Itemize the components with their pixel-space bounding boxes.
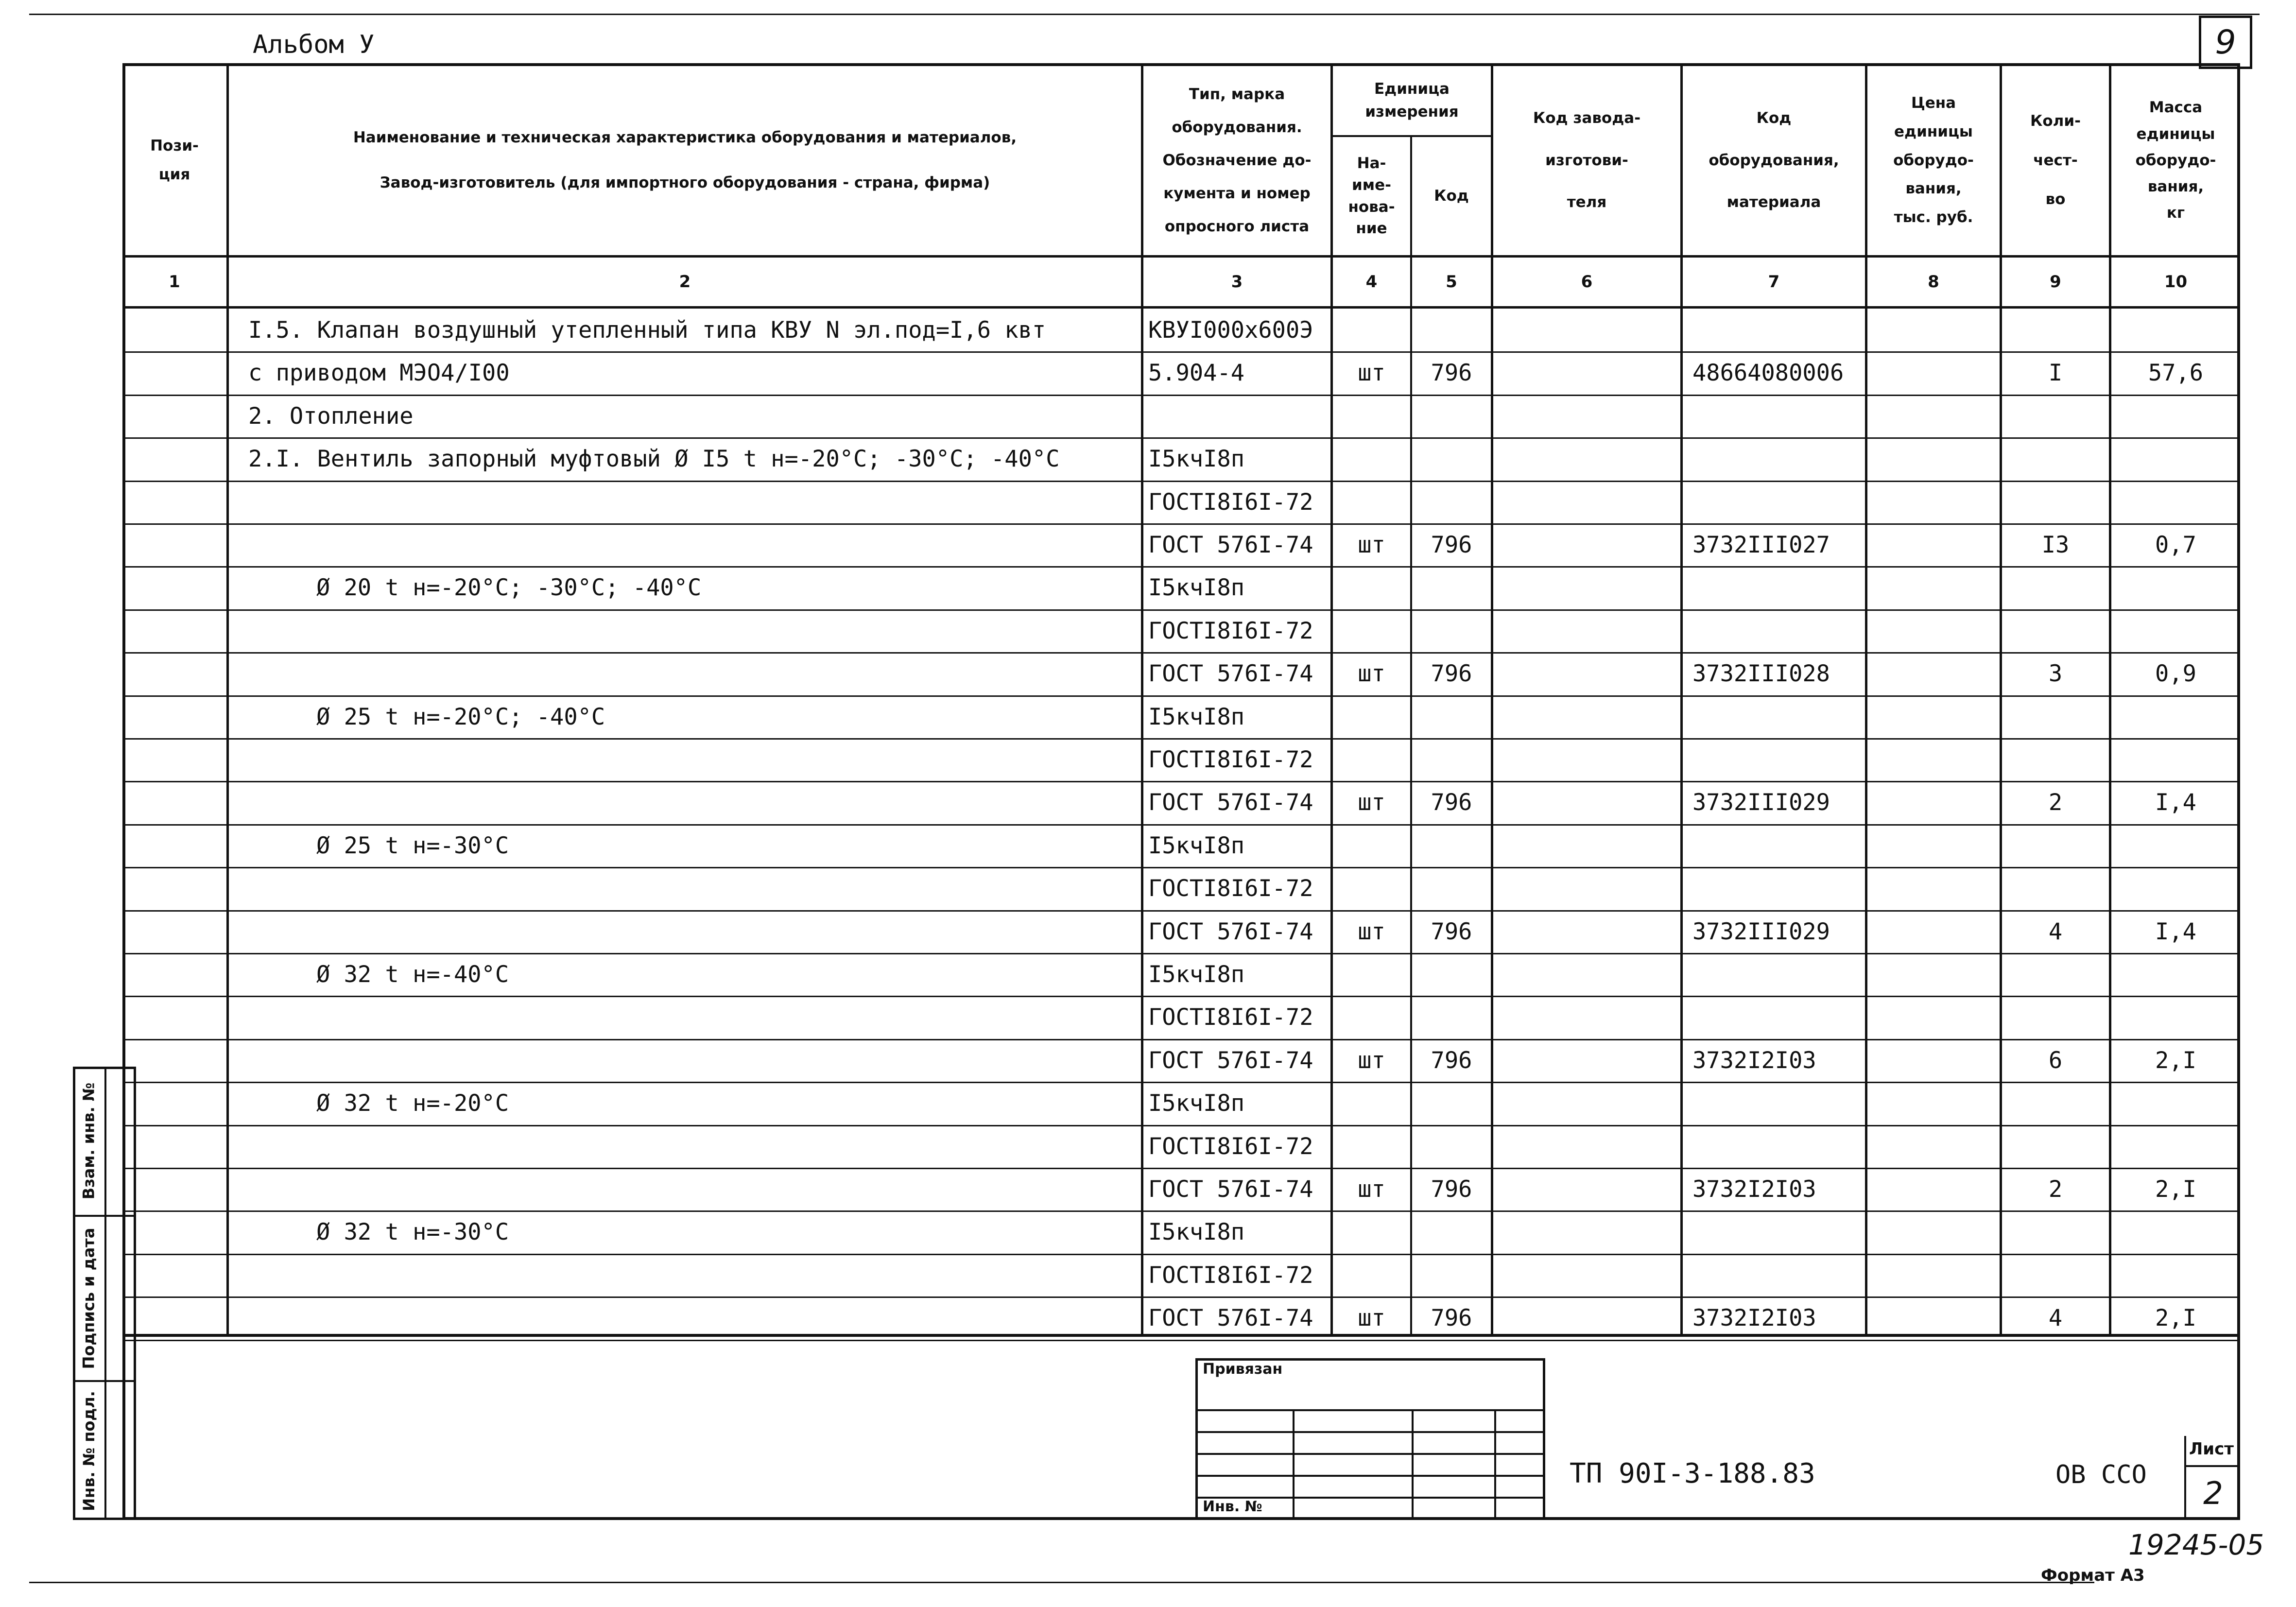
- row-16-mass: [2111, 953, 2240, 996]
- row-11-code: [1412, 738, 1491, 781]
- row-23-code: [1412, 1254, 1491, 1296]
- row-22-unit: [1333, 1210, 1410, 1253]
- row-9-type: ГОСТ 576I-74: [1148, 660, 1313, 687]
- format-label: Формат А3: [2041, 1566, 2145, 1585]
- row-2-mat: 48664080006: [1692, 359, 1844, 386]
- row-10-code: [1412, 695, 1491, 738]
- row-6-unit: шт: [1358, 531, 1385, 558]
- row-21-name: [248, 1168, 1141, 1210]
- row-2-name: с приводом МЭО4/I00: [248, 359, 510, 386]
- row-7-mat: [1692, 566, 1865, 609]
- row-11-unit: [1333, 738, 1410, 781]
- row-4-name: 2.I. Вентиль запорный муфтовый Ø I5 t н=-20°С; -30°С; -40°С: [248, 445, 1060, 472]
- row-15-unit: шт: [1358, 918, 1385, 945]
- row-16-unit: [1333, 953, 1410, 996]
- header-name: Наименование и техническая характеристика оборудования и материалов, Завод-изготовитель (для импортного оборудования - страна, фирма): [353, 129, 1017, 191]
- row-1-qty: [2002, 309, 2109, 351]
- row-8-name: [248, 609, 1141, 652]
- row-3-mass: [2111, 395, 2240, 437]
- row-12-mat: 3732III029: [1692, 789, 1830, 816]
- row-12-name: [248, 781, 1141, 824]
- row-3-type: [1148, 395, 1330, 437]
- row-5-qty: [2002, 481, 2109, 523]
- row-20-mat: [1692, 1125, 1865, 1168]
- row-23-name: [248, 1254, 1141, 1296]
- row-19-name: Ø 32 t н=-20°С: [316, 1089, 509, 1117]
- row-1-name: I.5. Клапан воздушный утепленный типа КВУ N эл.под=I,6 квт: [248, 316, 1046, 344]
- row-8-qty: [2002, 609, 2109, 652]
- col-number-7: 7: [1768, 272, 1780, 292]
- row-22-qty: [2002, 1210, 2109, 1253]
- header-unit-code: Код: [1434, 187, 1469, 205]
- row-23-type: ГОСТI8I6I-72: [1148, 1261, 1313, 1289]
- privyazan-label: Привязан: [1203, 1361, 1283, 1378]
- row-6-name: [248, 523, 1141, 566]
- row-15-qty: 4: [2048, 918, 2063, 945]
- sheet-label: Лист: [2189, 1439, 2234, 1459]
- row-10-type: I5кчI8п: [1148, 703, 1245, 730]
- row-2-type: 5.904-4: [1148, 359, 1245, 386]
- row-10-name: Ø 25 t н=-20°С; -40°С: [316, 703, 605, 730]
- row-4-mass: [2111, 437, 2240, 480]
- row-22-name: Ø 32 t н=-30°С: [316, 1218, 509, 1245]
- row-13-mass: [2111, 824, 2240, 867]
- row-8-unit: [1333, 609, 1410, 652]
- row-19-mat: [1692, 1082, 1865, 1124]
- row-divider: [122, 1340, 2240, 1341]
- row-5-mat: [1692, 481, 1865, 523]
- col-number-9: 9: [2050, 272, 2061, 292]
- row-5-unit: [1333, 481, 1410, 523]
- header-quantity: Коли- чест- во: [2030, 112, 2081, 208]
- row-19-mass: [2111, 1082, 2240, 1124]
- row-8-type: ГОСТI8I6I-72: [1148, 617, 1313, 644]
- row-20-name: [248, 1125, 1141, 1168]
- col-number-8: 8: [1928, 272, 1939, 292]
- row-6-qty: I3: [2041, 531, 2070, 558]
- row-14-code: [1412, 867, 1491, 910]
- row-22-mat: [1692, 1210, 1865, 1253]
- row-5-name: [248, 481, 1141, 523]
- row-1-unit: [1333, 309, 1410, 351]
- row-2-qty: I: [2048, 359, 2063, 386]
- document-code: ТП 90I-3-188.83: [1570, 1458, 1815, 1489]
- row-18-name: [248, 1039, 1141, 1082]
- header-plant-code: Код завода- изготови- теля: [1533, 109, 1641, 211]
- col-number-1: 1: [169, 272, 180, 292]
- row-13-code: [1412, 824, 1491, 867]
- col-number-6: 6: [1581, 272, 1593, 292]
- row-5-code: [1412, 481, 1491, 523]
- row-6-mat: 3732III027: [1692, 531, 1830, 558]
- header-type: Тип, марка оборудования. Обозначение до- кумента и номер опросного листа: [1162, 85, 1312, 236]
- row-16-mat: [1692, 953, 1865, 996]
- row-7-code: [1412, 566, 1491, 609]
- row-18-type: ГОСТ 576I-74: [1148, 1047, 1313, 1074]
- row-9-mass: 0,9: [2155, 660, 2196, 687]
- row-4-mat: [1692, 437, 1865, 480]
- row-7-qty: [2002, 566, 2109, 609]
- header-mass: Масса единицы оборудо- вания, кг: [2135, 99, 2216, 222]
- col-number-5: 5: [1446, 272, 1457, 292]
- row-23-unit: [1333, 1254, 1410, 1296]
- row-17-name: [248, 996, 1141, 1038]
- row-17-type: ГОСТI8I6I-72: [1148, 1003, 1313, 1031]
- row-16-type: I5кчI8п: [1148, 961, 1245, 988]
- row-21-mat: 3732I2I03: [1692, 1175, 1816, 1203]
- page-number: 9: [2215, 23, 2236, 62]
- row-18-qty: 6: [2048, 1047, 2063, 1074]
- header-unit-name: На- име- нова- ние: [1348, 154, 1395, 238]
- row-3-name: 2. Отопление: [248, 402, 414, 430]
- row-1-type: КВУI000х600Э: [1148, 316, 1313, 344]
- row-17-mat: [1692, 996, 1865, 1038]
- inv-no-label: Инв. №: [1203, 1498, 1262, 1515]
- row-20-unit: [1333, 1125, 1410, 1168]
- row-10-mat: [1692, 695, 1865, 738]
- row-3-mat: [1692, 395, 1865, 437]
- row-19-unit: [1333, 1082, 1410, 1124]
- row-24-name: [248, 1296, 1141, 1339]
- row-1-mat: [1692, 309, 1865, 351]
- row-19-code: [1412, 1082, 1491, 1124]
- row-3-code: [1412, 395, 1491, 437]
- row-12-code: 796: [1431, 789, 1472, 816]
- row-13-mat: [1692, 824, 1865, 867]
- row-11-mat: [1692, 738, 1865, 781]
- row-21-type: ГОСТ 576I-74: [1148, 1175, 1313, 1203]
- row-12-mass: I,4: [2155, 789, 2196, 816]
- row-24-unit: шт: [1358, 1304, 1385, 1331]
- row-21-mass: 2,I: [2155, 1175, 2196, 1203]
- row-4-qty: [2002, 437, 2109, 480]
- row-12-type: ГОСТ 576I-74: [1148, 789, 1313, 816]
- album-label: Альбом У: [253, 30, 375, 59]
- row-9-mat: 3732III028: [1692, 660, 1830, 687]
- row-13-unit: [1333, 824, 1410, 867]
- row-6-type: ГОСТ 576I-74: [1148, 531, 1313, 558]
- row-1-code: [1412, 309, 1491, 351]
- row-9-name: [248, 652, 1141, 695]
- col-number-3: 3: [1231, 272, 1243, 292]
- row-18-mat: 3732I2I03: [1692, 1047, 1816, 1074]
- row-23-mat: [1692, 1254, 1865, 1296]
- row-3-qty: [2002, 395, 2109, 437]
- row-5-type: ГОСТI8I6I-72: [1148, 488, 1313, 516]
- row-3-unit: [1333, 395, 1410, 437]
- row-7-unit: [1333, 566, 1410, 609]
- row-1-mass: [2111, 309, 2240, 351]
- row-24-type: ГОСТ 576I-74: [1148, 1304, 1313, 1331]
- side-label-original-inv: Инв. № подл.: [79, 1391, 98, 1511]
- row-4-code: [1412, 437, 1491, 480]
- row-17-unit: [1333, 996, 1410, 1038]
- section-code: ОВ ССО: [2055, 1460, 2147, 1489]
- row-9-qty: 3: [2048, 660, 2063, 687]
- row-11-qty: [2002, 738, 2109, 781]
- row-22-type: I5кчI8п: [1148, 1218, 1245, 1245]
- row-14-unit: [1333, 867, 1410, 910]
- header-price: Цена единицы оборудо- вания, тыс. руб.: [1893, 94, 1974, 226]
- row-21-code: 796: [1431, 1175, 1472, 1203]
- row-20-type: ГОСТI8I6I-72: [1148, 1133, 1313, 1160]
- row-20-qty: [2002, 1125, 2109, 1168]
- row-8-code: [1412, 609, 1491, 652]
- side-label-signature: Подпись и дата: [79, 1227, 98, 1369]
- row-14-mass: [2111, 867, 2240, 910]
- header-unit-group: Единица измерения: [1365, 80, 1459, 121]
- row-14-mat: [1692, 867, 1865, 910]
- binding-block: [1195, 1358, 1545, 1520]
- row-24-qty: 4: [2048, 1304, 2063, 1331]
- row-7-type: I5кчI8п: [1148, 574, 1245, 601]
- row-17-qty: [2002, 996, 2109, 1038]
- row-22-code: [1412, 1210, 1491, 1253]
- archive-number: 19245-05: [2128, 1528, 2264, 1561]
- row-11-mass: [2111, 738, 2240, 781]
- row-6-mass: 0,7: [2155, 531, 2196, 558]
- row-16-name: Ø 32 t н=-40°С: [316, 961, 509, 988]
- row-2-mass: 57,6: [2148, 359, 2204, 386]
- row-10-qty: [2002, 695, 2109, 738]
- row-19-type: I5кчI8п: [1148, 1089, 1245, 1117]
- row-18-mass: 2,I: [2155, 1047, 2196, 1074]
- row-14-name: [248, 867, 1141, 910]
- col-number-4: 4: [1365, 272, 1378, 292]
- row-7-mass: [2111, 566, 2240, 609]
- row-9-code: 796: [1431, 660, 1472, 687]
- row-24-mat: 3732I2I03: [1692, 1304, 1816, 1331]
- row-17-code: [1412, 996, 1491, 1038]
- row-12-qty: 2: [2048, 789, 2063, 816]
- row-19-qty: [2002, 1082, 2109, 1124]
- row-22-mass: [2111, 1210, 2240, 1253]
- row-13-type: I5кчI8п: [1148, 832, 1245, 859]
- row-6-code: 796: [1431, 531, 1472, 558]
- row-17-mass: [2111, 996, 2240, 1038]
- header-position: Пози- ция: [150, 137, 199, 183]
- side-label-replacement: Взам. инв. №: [79, 1082, 98, 1199]
- col-number-2: 2: [679, 272, 691, 292]
- row-18-code: 796: [1431, 1047, 1472, 1074]
- row-2-unit: шт: [1358, 359, 1385, 386]
- row-14-qty: [2002, 867, 2109, 910]
- row-15-mat: 3732III029: [1692, 918, 1830, 945]
- row-24-mass: 2,I: [2155, 1304, 2196, 1331]
- row-21-qty: 2: [2048, 1175, 2063, 1203]
- row-15-mass: I,4: [2155, 918, 2196, 945]
- row-15-code: 796: [1431, 918, 1472, 945]
- row-2-code: 796: [1431, 359, 1472, 386]
- row-14-type: ГОСТI8I6I-72: [1148, 875, 1313, 902]
- row-15-type: ГОСТ 576I-74: [1148, 918, 1313, 945]
- row-11-type: ГОСТI8I6I-72: [1148, 746, 1313, 773]
- row-16-code: [1412, 953, 1491, 996]
- row-13-qty: [2002, 824, 2109, 867]
- row-5-mass: [2111, 481, 2240, 523]
- row-8-mass: [2111, 609, 2240, 652]
- col-number-10: 10: [2164, 272, 2188, 292]
- row-8-mat: [1692, 609, 1865, 652]
- row-7-name: Ø 20 t н=-20°С; -30°С; -40°С: [316, 574, 702, 601]
- row-16-qty: [2002, 953, 2109, 996]
- row-4-type: I5кчI8п: [1148, 445, 1245, 472]
- row-13-name: Ø 25 t н=-30°С: [316, 832, 509, 859]
- row-20-mass: [2111, 1125, 2240, 1168]
- row-12-unit: шт: [1358, 789, 1385, 816]
- row-9-unit: шт: [1358, 660, 1385, 687]
- row-23-mass: [2111, 1254, 2240, 1296]
- row-15-name: [248, 910, 1141, 953]
- row-18-unit: шт: [1358, 1047, 1385, 1074]
- row-24-code: 796: [1431, 1304, 1472, 1331]
- row-11-name: [248, 738, 1141, 781]
- row-21-unit: шт: [1358, 1175, 1385, 1203]
- header-material-code: Код оборудования, материала: [1709, 109, 1839, 211]
- row-4-unit: [1333, 437, 1410, 480]
- row-20-code: [1412, 1125, 1491, 1168]
- row-10-mass: [2111, 695, 2240, 738]
- row-10-unit: [1333, 695, 1410, 738]
- sheet-number: 2: [2203, 1475, 2223, 1512]
- row-23-qty: [2002, 1254, 2109, 1296]
